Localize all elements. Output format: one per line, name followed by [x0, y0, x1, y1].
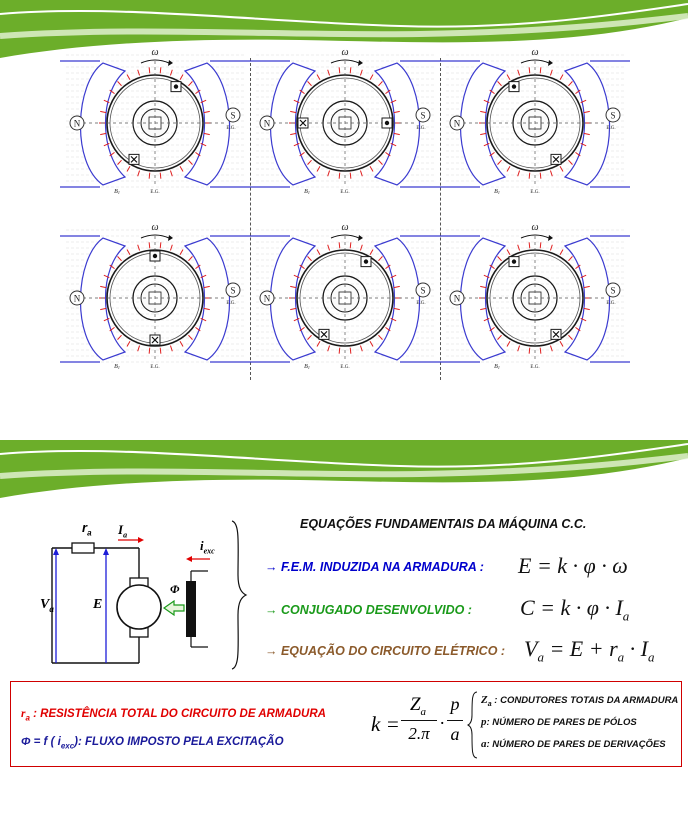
pole-n-label: N [453, 118, 461, 129]
machine-cross-section [440, 218, 630, 378]
pole-s-label: S [420, 285, 426, 296]
eg-label: E.G. [606, 301, 616, 306]
equation-formula-fem: E = k · φ · ω [518, 553, 628, 578]
pole-n-label: N [263, 118, 271, 129]
phi-label: Φ [170, 582, 180, 596]
brush-b1-label: B1 [494, 364, 500, 370]
omega-label: ω [341, 222, 349, 233]
eg-label: E.G. [226, 126, 236, 131]
def-ra: $r_a$ : RESISTÊNCIA TOTAL DO CIRCUITO DE ARMADURA [21, 708, 326, 723]
legend-a: a: NÚMERO DE PARES DE DERIVAÇÕES [481, 738, 666, 750]
k-dot: . [440, 708, 445, 728]
brush-b1-label: B1 [304, 189, 310, 195]
brush-b1-label: B1 [494, 189, 500, 195]
eg-label: E.G. [530, 190, 540, 195]
dc-machine-circuit [20, 515, 250, 675]
brush-b1-label: B1 [114, 364, 120, 370]
slide-equations [0, 440, 688, 833]
omega-label: ω [531, 47, 539, 58]
eg-label: E.G. [416, 126, 426, 131]
k-den1: 2.π [408, 724, 430, 743]
machine-cross-section [60, 218, 250, 378]
omega-label: ω [151, 222, 159, 233]
k-symbol: k = [371, 712, 400, 736]
slide-gap [0, 392, 688, 440]
pole-s-label: S [610, 110, 616, 121]
equation-label-fem: → F.E.M. INDUZIDA NA ARMADURA : [265, 560, 484, 574]
fraction-bar [447, 720, 463, 721]
armature-circle [117, 585, 161, 629]
eg-label: E.G. [530, 365, 540, 370]
k-num1: $Z_a$ [409, 694, 427, 718]
eg-label: E.G. [150, 190, 160, 195]
legend-za: $Z_a$ : CONDUTORES TOTAIS DA ARMADURA [481, 694, 679, 708]
e-label: E [93, 597, 103, 612]
header-swoosh [0, 440, 688, 500]
pole-n-label: N [263, 293, 271, 304]
eg-label: E.G. [150, 365, 160, 370]
iexc-label: $i_{exc}$ [200, 538, 215, 556]
k-num2: p [450, 694, 460, 714]
machine-cross-section [440, 43, 630, 203]
machine-cross-section [250, 218, 440, 378]
pole-s-label: S [230, 110, 236, 121]
pole-n-label: N [73, 293, 81, 304]
omega-label: ω [531, 222, 539, 233]
slide-title: EQUAÇÕES FUNDAMENTAIS DA MÁQUINA C.C. [300, 517, 587, 531]
equation-label-circuit: → EQUAÇÃO DO CIRCUITO ELÉTRICO : [265, 644, 506, 658]
brush-b1-label: B1 [304, 364, 310, 370]
equation-label-torque: → CONJUGADO DESENVOLVIDO : [265, 603, 472, 617]
pole-s-label: S [610, 285, 616, 296]
va-label: $V_a$ [40, 597, 54, 614]
legend-p: p: NÚMERO DE PARES DE PÓLOS [481, 716, 637, 728]
eg-label: E.G. [606, 126, 616, 131]
ia-label: $I_a$ [118, 522, 128, 540]
omega-label: ω [151, 47, 159, 58]
eg-label: E.G. [340, 365, 350, 370]
legend-brace [467, 690, 479, 760]
pole-n-label: N [73, 118, 81, 129]
machine-cross-section [60, 43, 250, 203]
definitions-box [10, 681, 682, 767]
fraction-bar [401, 720, 437, 721]
pole-n-label: N [453, 293, 461, 304]
slide-machine-diagrams [0, 0, 688, 392]
equation-formula-circuit: $V_a = E + r_a \cdot I_a$ [524, 636, 655, 665]
eg-label: E.G. [340, 190, 350, 195]
eg-label: E.G. [226, 301, 236, 306]
k-den2: a [450, 724, 460, 744]
resistor-ra [72, 543, 94, 553]
pole-s-label: S [230, 285, 236, 296]
def-phi: Φ = f ( $i_{exc}$): FLUXO IMPOSTO PELA EXCITAÇÃO [21, 736, 284, 751]
omega-label: ω [341, 47, 349, 58]
pole-s-label: S [420, 110, 426, 121]
equation-formula-torque: $C = k \cdot \varphi \cdot I_a$ [520, 595, 630, 624]
brush-b1-label: B1 [114, 189, 120, 195]
machine-cross-section [250, 43, 440, 203]
ra-label: $r_a$ [82, 520, 92, 538]
eg-label: E.G. [416, 301, 426, 306]
